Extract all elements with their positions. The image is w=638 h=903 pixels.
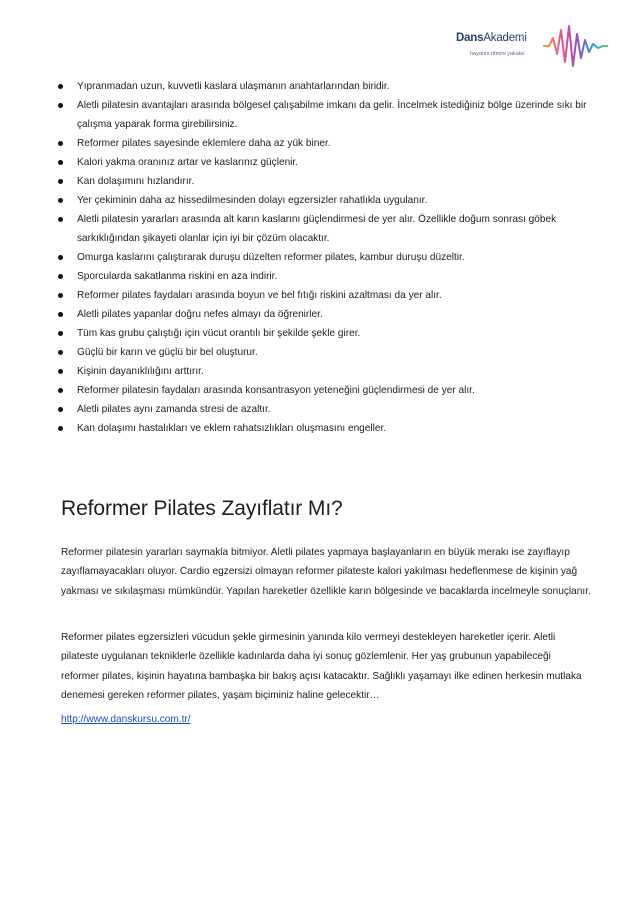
list-item-text: Aletli pilatesin avantajları arasında bölgesel çalışabilme imkanı da gelir. İncelmek istediğiniz bölge üzerinde sıkı bir çalışma yaparak forma girebilirsiniz.: [77, 100, 587, 130]
list-item: [58, 210, 588, 248]
bullet-icon: [58, 255, 63, 260]
list-item-text: Aletli pilates yapanlar doğru nefes almayı da öğrenirler.: [77, 309, 323, 320]
section-title: Reformer Pilates Zayıflatır Mı?: [61, 497, 343, 520]
bullet-icon: [58, 388, 63, 393]
bullet-icon: [58, 198, 63, 203]
list-item-text: Aletli pilates aynı zamanda stresi de azaltır.: [77, 404, 271, 415]
bullet-icon: [58, 426, 63, 431]
list-item: [58, 153, 588, 172]
list-item-text: Kan dolaşımı hastalıkları ve eklem rahatsızlıkları oluşmasını engeller.: [77, 423, 387, 434]
list-item: [58, 267, 588, 286]
list-item-text: Reformer pilates sayesinde eklemlere daha az yük biner.: [77, 138, 331, 149]
list-item-text: Kişinin dayanıklılığını arttırır.: [77, 366, 204, 377]
logo-wordmark: [456, 32, 527, 44]
bullet-icon: [58, 84, 63, 89]
list-item-text: Sporcularda sakatlanma riskini en aza indirir.: [77, 271, 278, 282]
list-item-text: Aletli pilatesin yararları arasında alt karın kaslarını güçlendirmesi de yer alır. Özellikle doğum sonrası göbek sarkıklığından şikayeti olanlar için iyi bir çözüm olacaktır.: [77, 214, 557, 244]
benefits-list: [58, 77, 588, 438]
list-item: [58, 286, 588, 305]
logo-brand-dans: Dans: [456, 32, 484, 44]
logo-brand-akademi: Akademi: [483, 32, 527, 44]
list-item: [58, 134, 588, 153]
bullet-icon: [58, 312, 63, 317]
list-item: [58, 77, 588, 96]
bullet-icon: [58, 141, 63, 146]
logo-tagline: hayatını ritmini yakala!: [470, 51, 525, 57]
bullet-icon: [58, 293, 63, 298]
website-link[interactable]: http://www.danskursu.com.tr/: [61, 714, 191, 725]
bullet-icon: [58, 350, 63, 355]
list-item: [58, 248, 588, 267]
list-item-text: Reformer pilatesin faydaları arasında konsantrasyon yeteneğini güçlendirmesi de yer alır.: [77, 385, 475, 396]
paragraph: Reformer pilates egzersizleri vücudun şekle girmesinin yanında kilo vermeyi destekleyen hareketler içerir. Aletli pilateste uygulanan tekniklerle özellikle kadınlarda daha iyi sonuç gözlemlenir. Her yaş grubunun yapabileceği reformer pilates, kişinin hayatına bambaşka bir bakış açısı katacaktır. Sağlıklı yaşamayı ilke edinen herkesin mutlaka denemesi gereken reformer pilates, yaşam biçiminiz haline gelecektir…: [61, 632, 582, 701]
list-item: [58, 419, 588, 438]
bullet-icon: [58, 369, 63, 374]
list-item-text: Kalori yakma oranınız artar ve kaslarınız güçlenir.: [77, 157, 299, 168]
list-item: [58, 324, 588, 343]
bullet-icon: [58, 331, 63, 336]
paragraph: Reformer pilatesin yararları saymakla bitmiyor. Aletli pilates yapmaya başlayanların en büyük merakı ise zayıflayıp zayıflamayacakları oluyor. Cardio egzersizi olmayan reformer pilateste kalori yakılması hedeflenmese de kişinin yağ yakması ve sıkılaşması mümkündür. Yapılan hareketler özellikle karın bölgesinde ve bacaklarda incelmeyle sonuçlanır.: [61, 547, 591, 597]
bullet-icon: [58, 160, 63, 165]
list-item-text: Yer çekiminin daha az hissedilmesinden dolayı egzersizler rahatlıkla uygulanır.: [77, 195, 428, 206]
list-item-text: Reformer pilates faydaları arasında boyun ve bel fıtığı riskini azaltması da yer alır.: [77, 290, 442, 301]
list-item: [58, 362, 588, 381]
list-item-text: Güçlü bir karın ve güçlü bir bel oluşturur.: [77, 347, 258, 358]
list-item: [58, 400, 588, 419]
list-item-text: Yıpranmadan uzun, kuvvetli kaslara ulaşmanın anahtarlarından biridir.: [77, 81, 390, 92]
bullet-icon: [58, 217, 63, 222]
bullet-icon: [58, 179, 63, 184]
list-item: [58, 305, 588, 324]
list-item-text: Kan dolaşımını hızlandırır.: [77, 176, 195, 187]
list-item: [58, 191, 588, 210]
list-item: [58, 172, 588, 191]
list-item: [58, 381, 588, 400]
bullet-icon: [58, 407, 63, 412]
bullet-icon: [58, 274, 63, 279]
bullet-icon: [58, 103, 63, 108]
list-item: [58, 96, 588, 134]
list-item-text: Tüm kas grubu çalıştığı için vücut orantılı bir şekilde şekle girer.: [77, 328, 361, 339]
list-item: [58, 343, 588, 362]
list-item-text: Omurga kaslarını çalıştırarak duruşu düzelten reformer pilates, kambur duruşu düzeltir.: [77, 252, 465, 263]
dansakademi-logo[interactable]: [448, 22, 608, 72]
soundwave-icon: [543, 22, 608, 72]
